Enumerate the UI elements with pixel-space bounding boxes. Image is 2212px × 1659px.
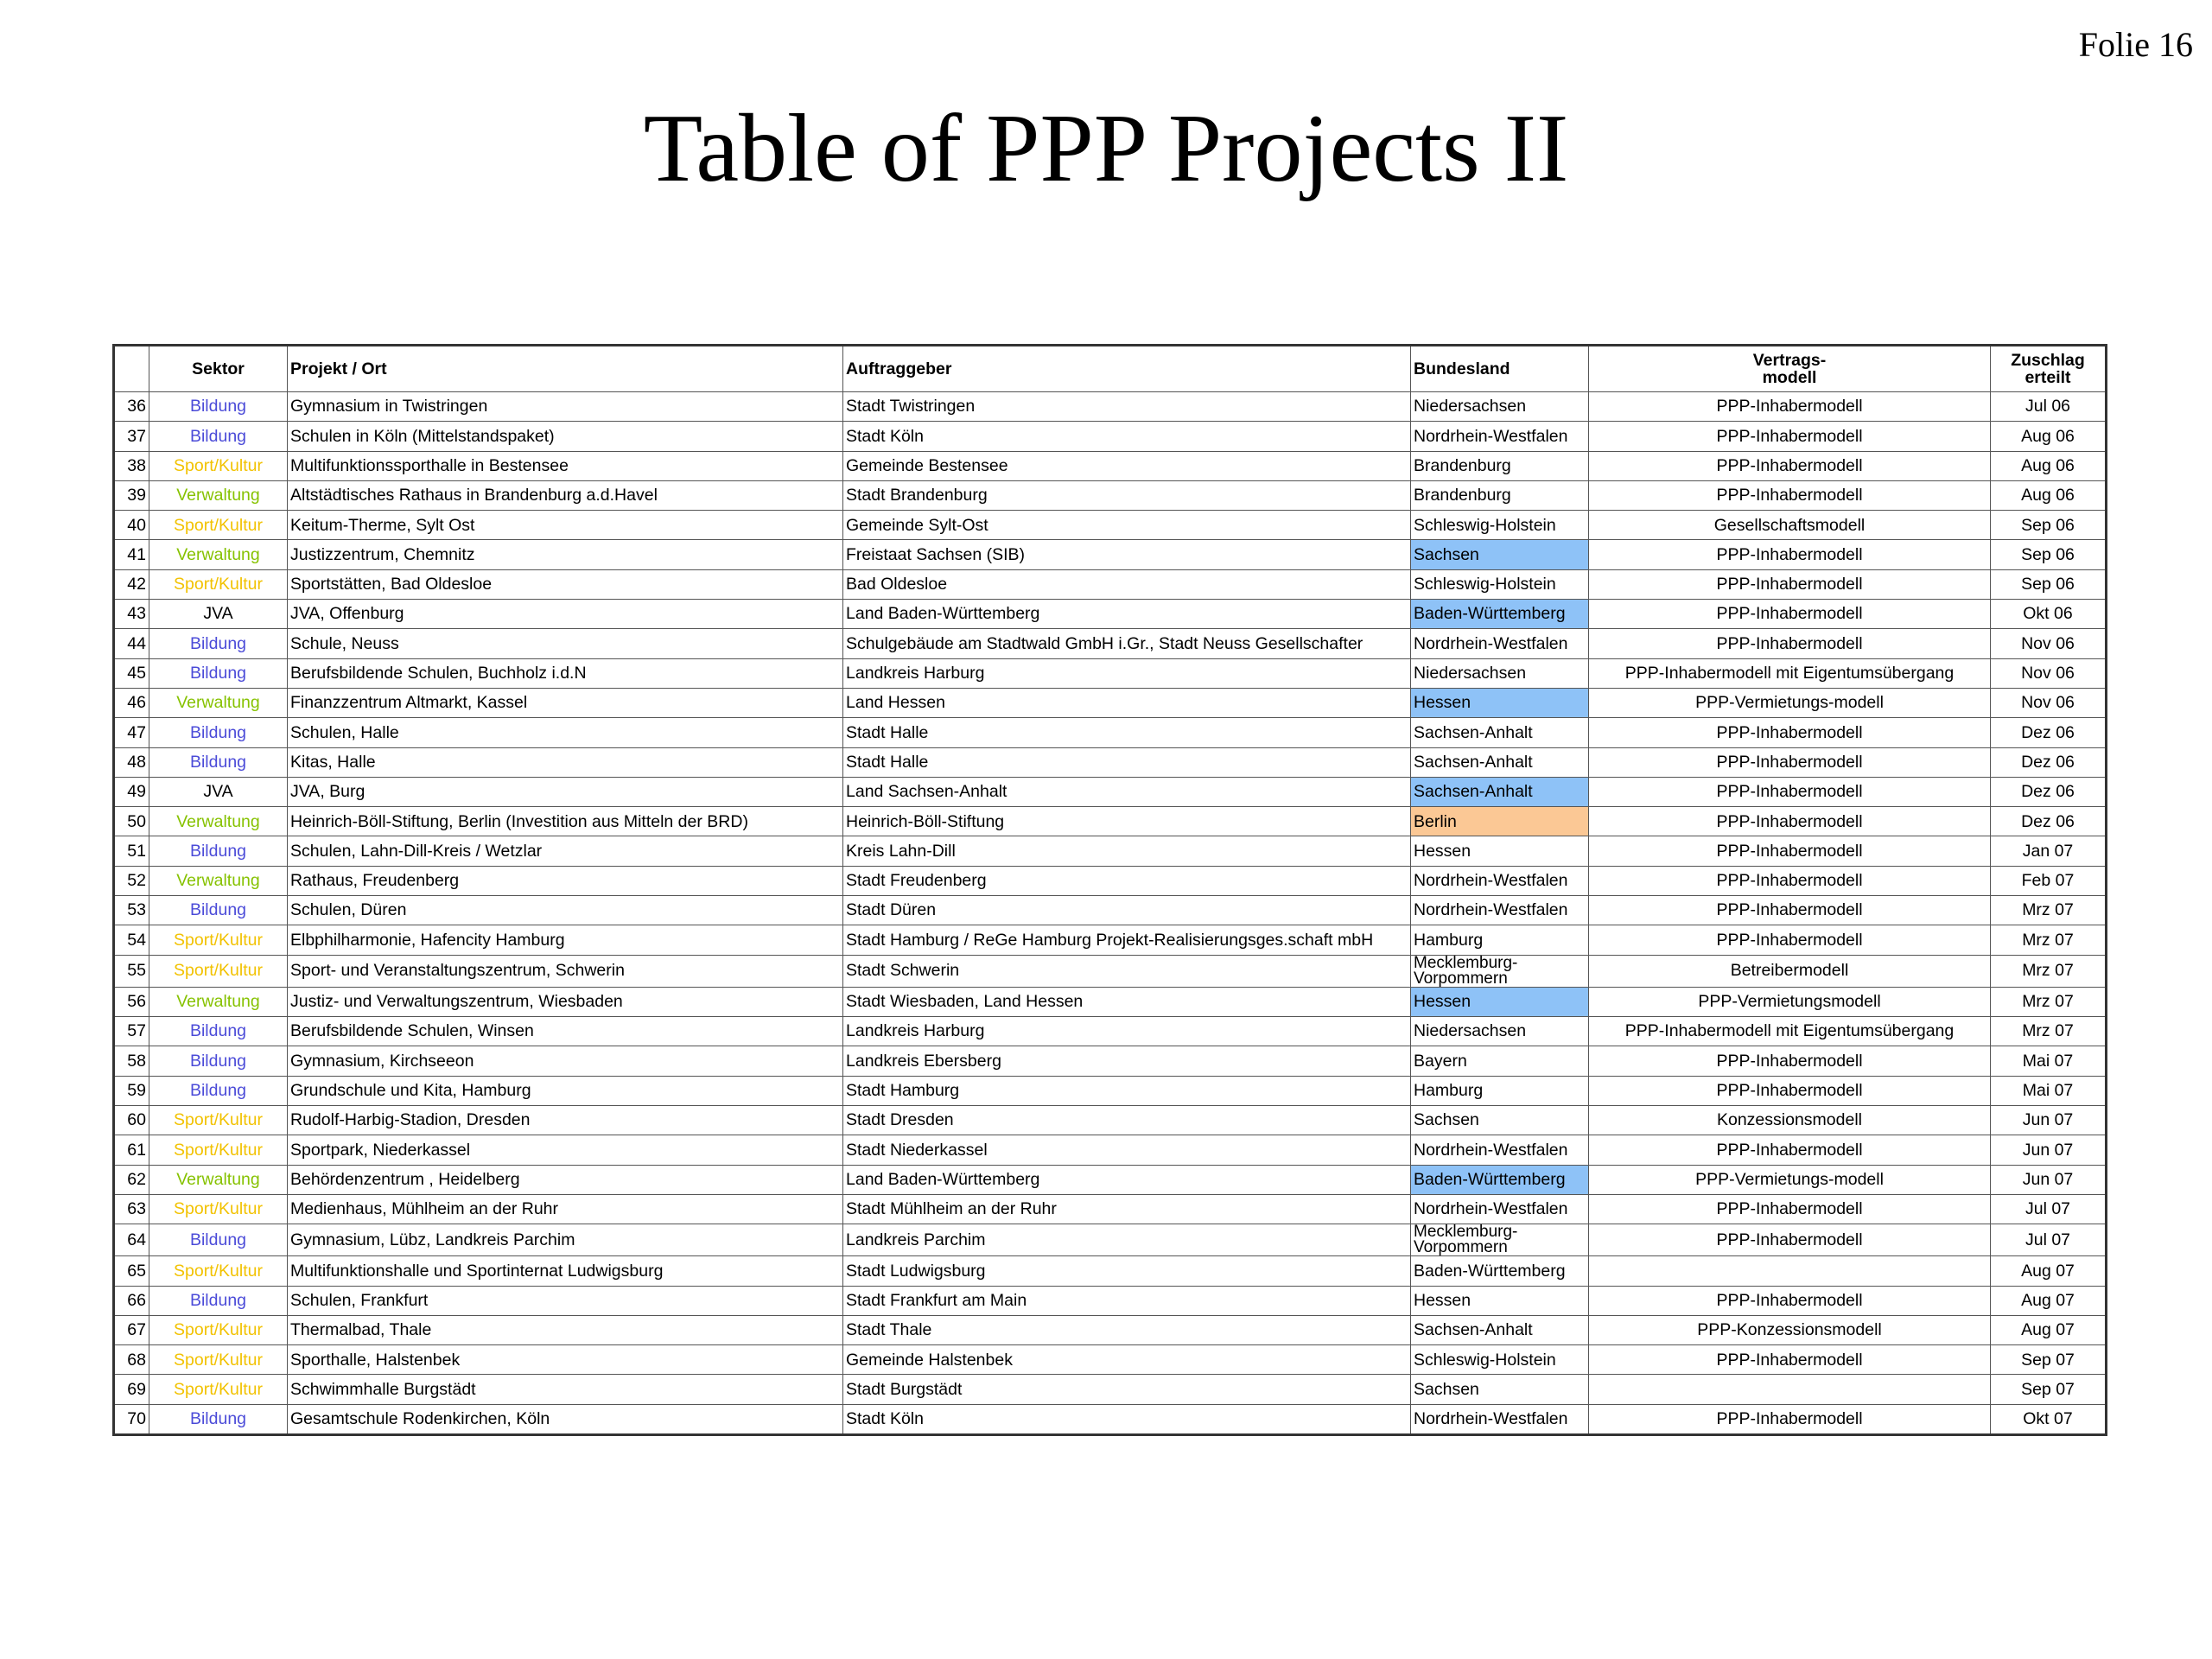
cell-bundesland: Hamburg bbox=[1411, 1076, 1589, 1105]
cell-projekt: Berufsbildende Schulen, Winsen bbox=[288, 1017, 843, 1046]
cell-zuschlag: Jul 06 bbox=[1991, 392, 2107, 422]
cell-vertrag: PPP-Inhabermodell bbox=[1589, 718, 1991, 747]
cell-projekt: Elbphilharmonie, Hafencity Hamburg bbox=[288, 925, 843, 955]
cell-zuschlag: Mrz 07 bbox=[1991, 925, 2107, 955]
table-row bbox=[114, 866, 2107, 895]
cell-auftraggeber: Landkreis Harburg bbox=[843, 1017, 1411, 1046]
cell-zuschlag: Okt 07 bbox=[1991, 1404, 2107, 1434]
cell-sektor: Sport/Kultur bbox=[149, 1375, 288, 1404]
cell-sektor: Sport/Kultur bbox=[149, 1315, 288, 1344]
header-sektor: Sektor bbox=[149, 346, 288, 392]
table-row bbox=[114, 1135, 2107, 1165]
cell-auftraggeber: Stadt Mühlheim an der Ruhr bbox=[843, 1194, 1411, 1224]
cell-vertrag: PPP-Inhabermodell bbox=[1589, 1224, 1991, 1256]
table-row bbox=[114, 1286, 2107, 1315]
cell-auftraggeber: Stadt Hamburg / ReGe Hamburg Projekt-Realisierungsges.schaft mbH bbox=[843, 925, 1411, 955]
cell-zuschlag: Jun 07 bbox=[1991, 1165, 2107, 1194]
cell-zuschlag: Jun 07 bbox=[1991, 1105, 2107, 1135]
cell-zuschlag: Jun 07 bbox=[1991, 1135, 2107, 1165]
cell-bundesland: Brandenburg bbox=[1411, 451, 1589, 480]
cell-zuschlag: Aug 06 bbox=[1991, 480, 2107, 510]
cell-zuschlag: Feb 07 bbox=[1991, 866, 2107, 895]
cell-vertrag: PPP-Inhabermodell bbox=[1589, 1345, 1991, 1375]
cell-auftraggeber: Gemeinde Bestensee bbox=[843, 451, 1411, 480]
cell-projekt: Behördenzentrum , Heidelberg bbox=[288, 1165, 843, 1194]
table-row bbox=[114, 1224, 2107, 1256]
cell-vertrag: PPP-Inhabermodell bbox=[1589, 807, 1991, 836]
cell-projekt: Sportpark, Niederkassel bbox=[288, 1135, 843, 1165]
cell-bundesland: Sachsen-Anhalt bbox=[1411, 777, 1589, 806]
cell-sektor: Bildung bbox=[149, 836, 288, 866]
cell-zuschlag: Okt 06 bbox=[1991, 600, 2107, 629]
header-bundesland: Bundesland bbox=[1411, 346, 1589, 392]
table-row bbox=[114, 629, 2107, 658]
cell-zuschlag: Mai 07 bbox=[1991, 1046, 2107, 1076]
cell-auftraggeber: Land Baden-Württemberg bbox=[843, 1165, 1411, 1194]
cell-nr: 51 bbox=[114, 836, 149, 866]
cell-projekt: Gymnasium in Twistringen bbox=[288, 392, 843, 422]
cell-projekt: JVA, Burg bbox=[288, 777, 843, 806]
cell-projekt: Sport- und Veranstaltungszentrum, Schwerin bbox=[288, 955, 843, 987]
cell-bundesland: Schleswig-Holstein bbox=[1411, 1345, 1589, 1375]
cell-bundesland: Baden-Württemberg bbox=[1411, 1165, 1589, 1194]
cell-auftraggeber: Landkreis Parchim bbox=[843, 1224, 1411, 1256]
cell-zuschlag: Aug 07 bbox=[1991, 1315, 2107, 1344]
cell-auftraggeber: Heinrich-Böll-Stiftung bbox=[843, 807, 1411, 836]
cell-bundesland: Niedersachsen bbox=[1411, 1017, 1589, 1046]
cell-nr: 69 bbox=[114, 1375, 149, 1404]
cell-projekt: Gymnasium, Kirchseeon bbox=[288, 1046, 843, 1076]
table-row bbox=[114, 1046, 2107, 1076]
cell-vertrag: PPP-Inhabermodell bbox=[1589, 480, 1991, 510]
cell-sektor: Bildung bbox=[149, 896, 288, 925]
cell-zuschlag: Aug 06 bbox=[1991, 422, 2107, 451]
table-row bbox=[114, 925, 2107, 955]
cell-nr: 60 bbox=[114, 1105, 149, 1135]
cell-bundesland: Niedersachsen bbox=[1411, 392, 1589, 422]
table-row bbox=[114, 540, 2107, 569]
cell-sektor: Sport/Kultur bbox=[149, 511, 288, 540]
table-row bbox=[114, 1076, 2107, 1105]
cell-projekt: Rathaus, Freudenberg bbox=[288, 866, 843, 895]
cell-nr: 45 bbox=[114, 658, 149, 688]
table-row bbox=[114, 955, 2107, 987]
cell-projekt: Finanzzentrum Altmarkt, Kassel bbox=[288, 688, 843, 717]
cell-sektor: Verwaltung bbox=[149, 480, 288, 510]
cell-projekt: Berufsbildende Schulen, Buchholz i.d.N bbox=[288, 658, 843, 688]
cell-projekt: JVA, Offenburg bbox=[288, 600, 843, 629]
table-row bbox=[114, 1105, 2107, 1135]
cell-zuschlag: Mrz 07 bbox=[1991, 1017, 2107, 1046]
cell-nr: 68 bbox=[114, 1345, 149, 1375]
ppp-projects-table bbox=[112, 344, 2107, 1436]
cell-auftraggeber: Landkreis Ebersberg bbox=[843, 1046, 1411, 1076]
cell-nr: 59 bbox=[114, 1076, 149, 1105]
cell-sektor: Bildung bbox=[149, 392, 288, 422]
header-vertrag: Vertrags- modell bbox=[1589, 346, 1991, 392]
cell-zuschlag: Aug 06 bbox=[1991, 451, 2107, 480]
cell-sektor: Verwaltung bbox=[149, 807, 288, 836]
cell-auftraggeber: Gemeinde Halstenbek bbox=[843, 1345, 1411, 1375]
cell-vertrag: PPP-Inhabermodell bbox=[1589, 925, 1991, 955]
cell-bundesland: Niedersachsen bbox=[1411, 658, 1589, 688]
table-row bbox=[114, 896, 2107, 925]
cell-vertrag: Betreibermodell bbox=[1589, 955, 1991, 987]
cell-vertrag bbox=[1589, 1375, 1991, 1404]
cell-zuschlag: Nov 06 bbox=[1991, 658, 2107, 688]
cell-auftraggeber: Stadt Halle bbox=[843, 747, 1411, 777]
cell-vertrag bbox=[1589, 1256, 1991, 1286]
cell-auftraggeber: Stadt Düren bbox=[843, 896, 1411, 925]
cell-zuschlag: Sep 07 bbox=[1991, 1345, 2107, 1375]
cell-projekt: Gesamtschule Rodenkirchen, Köln bbox=[288, 1404, 843, 1434]
cell-zuschlag: Mrz 07 bbox=[1991, 955, 2107, 987]
cell-bundesland: Sachsen-Anhalt bbox=[1411, 747, 1589, 777]
cell-nr: 70 bbox=[114, 1404, 149, 1434]
cell-vertrag: PPP-Inhabermodell bbox=[1589, 896, 1991, 925]
cell-vertrag: PPP-Inhabermodell mit Eigentumsübergang bbox=[1589, 658, 1991, 688]
cell-sektor: Verwaltung bbox=[149, 1165, 288, 1194]
cell-bundesland: Hessen bbox=[1411, 1286, 1589, 1315]
table-row bbox=[114, 1017, 2107, 1046]
cell-bundesland: Sachsen bbox=[1411, 540, 1589, 569]
table-row bbox=[114, 1345, 2107, 1375]
cell-zuschlag: Mrz 07 bbox=[1991, 896, 2107, 925]
cell-sektor: JVA bbox=[149, 600, 288, 629]
header-auftraggeber: Auftraggeber bbox=[843, 346, 1411, 392]
table-row bbox=[114, 480, 2107, 510]
cell-nr: 62 bbox=[114, 1165, 149, 1194]
cell-nr: 54 bbox=[114, 925, 149, 955]
cell-nr: 49 bbox=[114, 777, 149, 806]
cell-vertrag: PPP-Inhabermodell bbox=[1589, 1135, 1991, 1165]
cell-sektor: Sport/Kultur bbox=[149, 1256, 288, 1286]
cell-sektor: Sport/Kultur bbox=[149, 451, 288, 480]
cell-nr: 64 bbox=[114, 1224, 149, 1256]
cell-bundesland: Sachsen-Anhalt bbox=[1411, 1315, 1589, 1344]
cell-nr: 53 bbox=[114, 896, 149, 925]
cell-sektor: Bildung bbox=[149, 1404, 288, 1434]
cell-vertrag: PPP-Inhabermodell bbox=[1589, 600, 1991, 629]
cell-nr: 56 bbox=[114, 987, 149, 1016]
cell-auftraggeber: Stadt Halle bbox=[843, 718, 1411, 747]
cell-projekt: Grundschule und Kita, Hamburg bbox=[288, 1076, 843, 1105]
cell-nr: 40 bbox=[114, 511, 149, 540]
table-row bbox=[114, 807, 2107, 836]
cell-vertrag: PPP-Inhabermodell bbox=[1589, 569, 1991, 599]
cell-projekt: Schulen, Frankfurt bbox=[288, 1286, 843, 1315]
slide-number: Folie 16 bbox=[2078, 25, 2193, 64]
cell-vertrag: PPP-Inhabermodell bbox=[1589, 392, 1991, 422]
cell-sektor: Bildung bbox=[149, 422, 288, 451]
cell-sektor: Bildung bbox=[149, 747, 288, 777]
cell-auftraggeber: Stadt Schwerin bbox=[843, 955, 1411, 987]
table-row bbox=[114, 392, 2107, 422]
cell-vertrag: PPP-Vermietungs-modell bbox=[1589, 1165, 1991, 1194]
cell-auftraggeber: Schulgebäude am Stadtwald GmbH i.Gr., Stadt Neuss Gesellschafter bbox=[843, 629, 1411, 658]
cell-sektor: Sport/Kultur bbox=[149, 1345, 288, 1375]
cell-vertrag: Konzessionsmodell bbox=[1589, 1105, 1991, 1135]
cell-nr: 39 bbox=[114, 480, 149, 510]
cell-vertrag: PPP-Inhabermodell bbox=[1589, 777, 1991, 806]
cell-sektor: Verwaltung bbox=[149, 688, 288, 717]
cell-nr: 38 bbox=[114, 451, 149, 480]
cell-bundesland: Brandenburg bbox=[1411, 480, 1589, 510]
cell-projekt: Rudolf-Harbig-Stadion, Dresden bbox=[288, 1105, 843, 1135]
cell-sektor: Bildung bbox=[149, 629, 288, 658]
cell-bundesland: Hessen bbox=[1411, 688, 1589, 717]
cell-auftraggeber: Landkreis Harburg bbox=[843, 658, 1411, 688]
header-projekt: Projekt / Ort bbox=[288, 346, 843, 392]
cell-sektor: Bildung bbox=[149, 1046, 288, 1076]
cell-nr: 37 bbox=[114, 422, 149, 451]
cell-bundesland: Schleswig-Holstein bbox=[1411, 511, 1589, 540]
cell-vertrag: PPP-Konzessionsmodell bbox=[1589, 1315, 1991, 1344]
cell-vertrag: PPP-Inhabermodell bbox=[1589, 629, 1991, 658]
cell-zuschlag: Mrz 07 bbox=[1991, 987, 2107, 1016]
table-row bbox=[114, 718, 2107, 747]
cell-zuschlag: Jan 07 bbox=[1991, 836, 2107, 866]
cell-projekt: Medienhaus, Mühlheim an der Ruhr bbox=[288, 1194, 843, 1224]
cell-zuschlag: Nov 06 bbox=[1991, 688, 2107, 717]
cell-zuschlag: Mai 07 bbox=[1991, 1076, 2107, 1105]
table-row bbox=[114, 1404, 2107, 1434]
cell-projekt: Schule, Neuss bbox=[288, 629, 843, 658]
cell-sektor: Sport/Kultur bbox=[149, 1135, 288, 1165]
table-header-row bbox=[114, 346, 2107, 392]
cell-projekt: Sportstätten, Bad Oldesloe bbox=[288, 569, 843, 599]
cell-auftraggeber: Stadt Dresden bbox=[843, 1105, 1411, 1135]
cell-sektor: JVA bbox=[149, 777, 288, 806]
cell-zuschlag: Sep 06 bbox=[1991, 540, 2107, 569]
table-row bbox=[114, 600, 2107, 629]
cell-nr: 66 bbox=[114, 1286, 149, 1315]
cell-auftraggeber: Stadt Köln bbox=[843, 1404, 1411, 1434]
table-row bbox=[114, 569, 2107, 599]
cell-projekt: Thermalbad, Thale bbox=[288, 1315, 843, 1344]
cell-auftraggeber: Stadt Hamburg bbox=[843, 1076, 1411, 1105]
cell-zuschlag: Sep 07 bbox=[1991, 1375, 2107, 1404]
cell-vertrag: PPP-Vermietungs-modell bbox=[1589, 688, 1991, 717]
cell-nr: 46 bbox=[114, 688, 149, 717]
cell-projekt: Schulen in Köln (Mittelstandspaket) bbox=[288, 422, 843, 451]
cell-vertrag: PPP-Inhabermodell bbox=[1589, 747, 1991, 777]
cell-bundesland: Schleswig-Holstein bbox=[1411, 569, 1589, 599]
cell-projekt: Keitum-Therme, Sylt Ost bbox=[288, 511, 843, 540]
cell-nr: 65 bbox=[114, 1256, 149, 1286]
cell-zuschlag: Dez 06 bbox=[1991, 718, 2107, 747]
table-row bbox=[114, 422, 2107, 451]
cell-auftraggeber: Kreis Lahn-Dill bbox=[843, 836, 1411, 866]
cell-vertrag: PPP-Inhabermodell mit Eigentumsübergang bbox=[1589, 1017, 1991, 1046]
cell-sektor: Bildung bbox=[149, 1286, 288, 1315]
table-row bbox=[114, 658, 2107, 688]
cell-sektor: Verwaltung bbox=[149, 866, 288, 895]
cell-auftraggeber: Gemeinde Sylt-Ost bbox=[843, 511, 1411, 540]
cell-projekt: Justiz- und Verwaltungszentrum, Wiesbaden bbox=[288, 987, 843, 1016]
cell-vertrag: PPP-Inhabermodell bbox=[1589, 1076, 1991, 1105]
cell-zuschlag: Dez 06 bbox=[1991, 777, 2107, 806]
cell-sektor: Sport/Kultur bbox=[149, 569, 288, 599]
cell-bundesland: Mecklemburg-Vorpommern bbox=[1411, 1224, 1589, 1256]
cell-auftraggeber: Stadt Freudenberg bbox=[843, 866, 1411, 895]
cell-sektor: Sport/Kultur bbox=[149, 925, 288, 955]
table-row bbox=[114, 451, 2107, 480]
cell-projekt: Schulen, Düren bbox=[288, 896, 843, 925]
cell-projekt: Schulen, Lahn-Dill-Kreis / Wetzlar bbox=[288, 836, 843, 866]
cell-projekt: Justizzentrum, Chemnitz bbox=[288, 540, 843, 569]
cell-nr: 61 bbox=[114, 1135, 149, 1165]
cell-sektor: Verwaltung bbox=[149, 987, 288, 1016]
cell-nr: 67 bbox=[114, 1315, 149, 1344]
cell-bundesland: Baden-Württemberg bbox=[1411, 1256, 1589, 1286]
header-nr bbox=[114, 346, 149, 392]
cell-zuschlag: Aug 07 bbox=[1991, 1256, 2107, 1286]
cell-zuschlag: Sep 06 bbox=[1991, 511, 2107, 540]
cell-nr: 52 bbox=[114, 866, 149, 895]
table-row bbox=[114, 688, 2107, 717]
table-row bbox=[114, 747, 2107, 777]
cell-sektor: Sport/Kultur bbox=[149, 1105, 288, 1135]
cell-auftraggeber: Stadt Wiesbaden, Land Hessen bbox=[843, 987, 1411, 1016]
cell-zuschlag: Jul 07 bbox=[1991, 1224, 2107, 1256]
cell-bundesland: Nordrhein-Westfalen bbox=[1411, 422, 1589, 451]
cell-auftraggeber: Stadt Köln bbox=[843, 422, 1411, 451]
cell-bundesland: Nordrhein-Westfalen bbox=[1411, 1194, 1589, 1224]
cell-sektor: Bildung bbox=[149, 1076, 288, 1105]
cell-nr: 58 bbox=[114, 1046, 149, 1076]
cell-nr: 47 bbox=[114, 718, 149, 747]
cell-projekt: Kitas, Halle bbox=[288, 747, 843, 777]
cell-bundesland: Nordrhein-Westfalen bbox=[1411, 1404, 1589, 1434]
cell-sektor: Sport/Kultur bbox=[149, 955, 288, 987]
cell-sektor: Bildung bbox=[149, 658, 288, 688]
header-zuschlag: Zuschlag erteilt bbox=[1991, 346, 2107, 392]
cell-bundesland: Hessen bbox=[1411, 836, 1589, 866]
cell-projekt: Schulen, Halle bbox=[288, 718, 843, 747]
cell-bundesland: Nordrhein-Westfalen bbox=[1411, 896, 1589, 925]
cell-auftraggeber: Stadt Thale bbox=[843, 1315, 1411, 1344]
cell-vertrag: PPP-Inhabermodell bbox=[1589, 1404, 1991, 1434]
cell-auftraggeber: Stadt Frankfurt am Main bbox=[843, 1286, 1411, 1315]
cell-bundesland: Baden-Württemberg bbox=[1411, 600, 1589, 629]
cell-bundesland: Berlin bbox=[1411, 807, 1589, 836]
cell-projekt: Heinrich-Böll-Stiftung, Berlin (Investition aus Mitteln der BRD) bbox=[288, 807, 843, 836]
table-row bbox=[114, 1256, 2107, 1286]
table-row bbox=[114, 1165, 2107, 1194]
cell-vertrag: PPP-Inhabermodell bbox=[1589, 866, 1991, 895]
cell-nr: 55 bbox=[114, 955, 149, 987]
cell-auftraggeber: Land Baden-Württemberg bbox=[843, 600, 1411, 629]
cell-projekt: Multifunktionshalle und Sportinternat Ludwigsburg bbox=[288, 1256, 843, 1286]
cell-projekt: Schwimmhalle Burgstädt bbox=[288, 1375, 843, 1404]
table-row bbox=[114, 836, 2107, 866]
cell-vertrag: PPP-Vermietungsmodell bbox=[1589, 987, 1991, 1016]
page-title: Table of PPP Projects II bbox=[643, 95, 1569, 202]
table-row bbox=[114, 1315, 2107, 1344]
cell-auftraggeber: Stadt Brandenburg bbox=[843, 480, 1411, 510]
cell-zuschlag: Sep 06 bbox=[1991, 569, 2107, 599]
cell-projekt: Multifunktionssporthalle in Bestensee bbox=[288, 451, 843, 480]
cell-vertrag: PPP-Inhabermodell bbox=[1589, 451, 1991, 480]
cell-vertrag: PPP-Inhabermodell bbox=[1589, 1286, 1991, 1315]
cell-bundesland: Hessen bbox=[1411, 987, 1589, 1016]
table-row bbox=[114, 777, 2107, 806]
cell-sektor: Bildung bbox=[149, 1017, 288, 1046]
cell-auftraggeber: Land Sachsen-Anhalt bbox=[843, 777, 1411, 806]
cell-projekt: Altstädtisches Rathaus in Brandenburg a.d.Havel bbox=[288, 480, 843, 510]
cell-nr: 57 bbox=[114, 1017, 149, 1046]
cell-sektor: Sport/Kultur bbox=[149, 1194, 288, 1224]
cell-auftraggeber: Stadt Ludwigsburg bbox=[843, 1256, 1411, 1286]
cell-bundesland: Sachsen-Anhalt bbox=[1411, 718, 1589, 747]
cell-auftraggeber: Stadt Burgstädt bbox=[843, 1375, 1411, 1404]
table-row bbox=[114, 987, 2107, 1016]
cell-bundesland: Hamburg bbox=[1411, 925, 1589, 955]
cell-zuschlag: Jul 07 bbox=[1991, 1194, 2107, 1224]
cell-auftraggeber: Freistaat Sachsen (SIB) bbox=[843, 540, 1411, 569]
cell-sektor: Bildung bbox=[149, 1224, 288, 1256]
cell-vertrag: Gesellschaftsmodell bbox=[1589, 511, 1991, 540]
cell-zuschlag: Dez 06 bbox=[1991, 747, 2107, 777]
cell-sektor: Bildung bbox=[149, 718, 288, 747]
cell-vertrag: PPP-Inhabermodell bbox=[1589, 540, 1991, 569]
cell-bundesland: Sachsen bbox=[1411, 1105, 1589, 1135]
table-row bbox=[114, 511, 2107, 540]
cell-sektor: Verwaltung bbox=[149, 540, 288, 569]
cell-vertrag: PPP-Inhabermodell bbox=[1589, 836, 1991, 866]
cell-nr: 50 bbox=[114, 807, 149, 836]
cell-projekt: Sporthalle, Halstenbek bbox=[288, 1345, 843, 1375]
cell-nr: 36 bbox=[114, 392, 149, 422]
cell-zuschlag: Nov 06 bbox=[1991, 629, 2107, 658]
cell-auftraggeber: Stadt Twistringen bbox=[843, 392, 1411, 422]
cell-nr: 42 bbox=[114, 569, 149, 599]
cell-auftraggeber: Bad Oldesloe bbox=[843, 569, 1411, 599]
cell-projekt: Gymnasium, Lübz, Landkreis Parchim bbox=[288, 1224, 843, 1256]
table-row bbox=[114, 1375, 2107, 1404]
cell-bundesland: Sachsen bbox=[1411, 1375, 1589, 1404]
cell-auftraggeber: Land Hessen bbox=[843, 688, 1411, 717]
cell-bundesland: Mecklemburg-Vorpommern bbox=[1411, 955, 1589, 987]
table-row bbox=[114, 1194, 2107, 1224]
cell-nr: 41 bbox=[114, 540, 149, 569]
cell-nr: 44 bbox=[114, 629, 149, 658]
cell-bundesland: Nordrhein-Westfalen bbox=[1411, 629, 1589, 658]
cell-bundesland: Nordrhein-Westfalen bbox=[1411, 866, 1589, 895]
cell-nr: 63 bbox=[114, 1194, 149, 1224]
cell-vertrag: PPP-Inhabermodell bbox=[1589, 1194, 1991, 1224]
cell-bundesland: Bayern bbox=[1411, 1046, 1589, 1076]
cell-zuschlag: Aug 07 bbox=[1991, 1286, 2107, 1315]
cell-auftraggeber: Stadt Niederkassel bbox=[843, 1135, 1411, 1165]
cell-nr: 43 bbox=[114, 600, 149, 629]
cell-nr: 48 bbox=[114, 747, 149, 777]
cell-zuschlag: Dez 06 bbox=[1991, 807, 2107, 836]
cell-vertrag: PPP-Inhabermodell bbox=[1589, 1046, 1991, 1076]
table-body bbox=[114, 392, 2107, 1435]
cell-vertrag: PPP-Inhabermodell bbox=[1589, 422, 1991, 451]
cell-bundesland: Nordrhein-Westfalen bbox=[1411, 1135, 1589, 1165]
